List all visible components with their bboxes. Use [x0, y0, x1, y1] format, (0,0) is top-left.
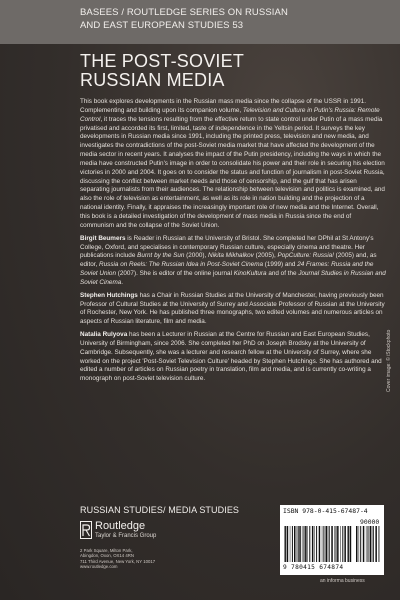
- book-title-line-1: THE POST-SOVIET: [80, 51, 245, 71]
- bio-text: is Reader in Russian at the University of Bristol. She completed her DPhil at St Antony's College, Oxford, and specialises in contemporary Russian culture, especially cinema and theatre. Her publications include: [80, 234, 374, 260]
- back-cover-blurb: [80, 98, 387, 388]
- publisher-group: Taylor & Francis Group: [95, 533, 157, 539]
- barcode-digits: 9 780415 674874: [283, 564, 344, 571]
- bio-text: (2007). She is editor of the online journal: [115, 270, 234, 278]
- bio-text: (2000),: [184, 252, 209, 260]
- isbn-label: ISBN 978-0-415-67487-4: [283, 507, 368, 515]
- address-line: 2 Park Square, Milton Park,: [80, 548, 133, 553]
- bio-text: (1999) and: [263, 261, 298, 269]
- series-title: [80, 6, 380, 32]
- informa-tagline: an informa business: [320, 578, 365, 584]
- work-title: KinoKultura: [233, 270, 267, 278]
- book-title: [80, 52, 380, 90]
- author-bio-rulyova: [80, 331, 387, 384]
- bio-text: has been a Lecturer in Russian at the Centre for Russian and East European Studies, University of Birmingham, since 2006. She completed her PhD on Joseph Brodsky at the University of Cambridge. Subsequently, she was a lecturer and research fellow at the University of Surrey, where she worked on the project 'Post-Soviet Television Culture' headed by Stephen Hutchings. She has authored and edited a number of articles on Russian poetry in translation, film and media, and is currently co-writing a monograph on post-Soviet television culture.: [80, 331, 382, 383]
- series-line-1: BASEES / ROUTLEDGE SERIES ON RUSSIAN: [80, 7, 288, 18]
- subject-category: RUSSIAN STUDIES/ MEDIA STUDIES: [80, 505, 240, 515]
- series-line-2: AND EAST EUROPEAN STUDIES 53: [80, 20, 244, 31]
- bio-text: (2005) and, as editor,: [80, 252, 377, 269]
- description-text: This book explores developments in the Russian mass media since the collapse of the USSR in 1991. Complementing and building upon its companion volume,: [80, 98, 366, 114]
- work-title: Nikita Mikhalkov: [208, 252, 254, 260]
- work-title: Journal Studies in Russian and Soviet Cinema: [80, 270, 386, 286]
- cover-image-credit: Cover image: © iStockphoto: [386, 329, 392, 392]
- author-name-hutchings: Stephen Hutchings: [80, 291, 138, 299]
- addon-barcode: [356, 526, 380, 562]
- bio-text: .: [121, 278, 124, 286]
- address-line: 711 Third Avenue, New York, NY 10017: [80, 558, 156, 564]
- publisher-name: Routledge: [95, 520, 146, 532]
- publisher-address: [80, 548, 200, 570]
- bio-text: (2005),: [253, 252, 278, 260]
- book-title-line-2: RUSSIAN MEDIA: [80, 70, 225, 90]
- description-text-cont: , it traces the tensions resulting from the effective return to state control under Putin of a mass media privatised and accorded its first, limited, taste of independence in the Yeltsin period. It surveys the key developments in Russian media since 1991, including the printed press, television and new media, and investigates the contradictions of the post-Soviet media market that have affected the development of the media sector in recent years. It analyses the impact of the Putin presidency, including the ways in which the media have constructed Putin's image in order to consolidate his power and their role in securing his election victories in 2000 and 2004. It goes on to consider the status and function of journalism in post-Soviet Russia, discussing the conflict between market needs and those of censorship, and the gulf that has arisen separating journalists from their audiences. The relationship between television and politics is examined, and also the role of television as entertainment, as well as its role in nation building and the projection of a national identity. Finally, it appraises the increasingly important role of new media and the Internet. Overall, this book is a detailed investigation of the development of mass media in Russia since the end of communism and the collapse of the Soviet Union.: [80, 115, 385, 229]
- routledge-logo-icon: [80, 521, 92, 539]
- address-line: Abingdon, Oxon, OX14 4RN: [80, 553, 134, 559]
- author-bio-hutchings: [80, 292, 387, 327]
- author-name-beumers: Birgit Beumers: [80, 234, 126, 242]
- author-bio-beumers: [80, 235, 387, 288]
- work-title: Burnt by the Sun: [137, 252, 185, 260]
- work-title: PopCulture: Russia!: [277, 252, 334, 260]
- companion-volume-title: Television and Culture in Putin's Russia: Remote Control: [80, 106, 380, 123]
- publisher-website: www.routledge.com: [80, 564, 118, 570]
- bio-text: and of the: [266, 270, 299, 278]
- work-title: 24 Frames: Russia and the Soviet Union: [80, 261, 374, 278]
- description-paragraph: [80, 98, 387, 231]
- price-code: 90000: [360, 518, 380, 526]
- bio-text: has a Chair in Russian Studies at the University of Manchester, having previously been Professor of Cultural Studies at the University of Surrey and Associate Professor of Russian at the University of Rochester, New York. He has published three monographs, two edited volumes and numerous articles on aspects of Russian literature, film and media.: [80, 291, 385, 326]
- work-title: Russia on Reels: The Russian Idea in Post-Soviet Cinema: [99, 261, 264, 269]
- ean-barcode: [284, 526, 352, 562]
- author-name-rulyova: Natalia Rulyova: [80, 331, 128, 339]
